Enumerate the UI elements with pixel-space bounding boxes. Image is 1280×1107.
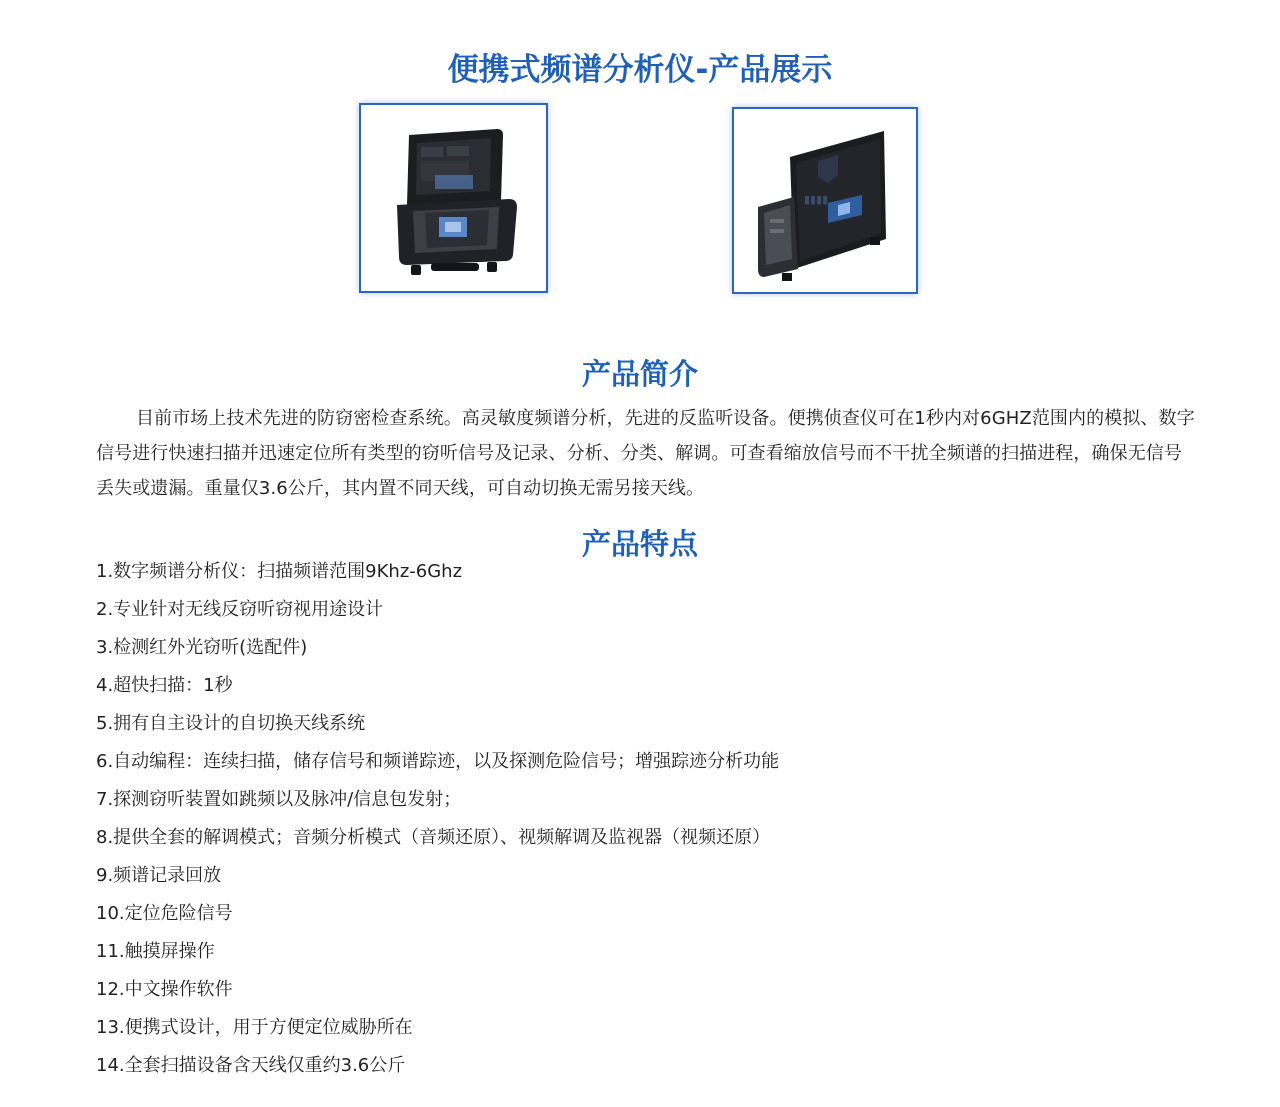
feature-item: 6.自动编程：连续扫描，储存信号和频谱踪迹，以及探测危险信号；增强踪迹分析功能 [96, 751, 780, 772]
feature-list [96, 553, 1196, 1085]
features-heading: 产品特点 [581, 527, 698, 562]
feature-item: 8.提供全套的解调模式；音频分析模式（音频还原）、视频解调及监视器（视频还原） [96, 827, 771, 848]
watermark-text: ▮▮▮▮ [804, 193, 829, 206]
feature-item: 1.数字频谱分析仪：扫描频谱范围9Khz-6Ghz [96, 561, 463, 582]
feature-item: 5.拥有自主设计的自切换天线系统 [96, 713, 366, 734]
feature-item: 9.频谱记录回放 [96, 865, 222, 886]
feature-item: 13.便携式设计，用于方便定位威胁所在 [96, 1017, 413, 1038]
device-back-illustration [734, 109, 916, 292]
intro-heading: 产品简介 [581, 357, 698, 392]
feature-item: 2.专业针对无线反窃听窃视用途设计 [96, 599, 384, 620]
feature-item: 3.检测红外光窃听(选配件) [96, 637, 308, 658]
feature-item: 14.全套扫描设备含天线仅重约3.6公斤 [96, 1055, 406, 1076]
open-case-illustration [361, 105, 546, 291]
intro-paragraph: 目前市场上技术先进的防窃密检查系统。高灵敏度频谱分析，先进的反监听设备。便携侦查仪可在1秒内对6GHZ范围内的模拟、数字信号进行快速扫描并迅速定位所有类型的窃听信号及记录、分析、分类、解调。可查看缩放信号而不干扰全频谱的扫描进程，确保无信号丢失或遗漏。重量仅3.6公斤，其内置不同天线，可自动切换无需另接天线。 [96, 408, 1195, 499]
feature-item: 7.探测窃听装置如跳频以及脉冲/信息包发射； [96, 789, 462, 810]
feature-item: 10.定位危险信号 [96, 903, 233, 924]
page-title: 便携式频谱分析仪-产品展示 [447, 51, 833, 88]
feature-item: 12.中文操作软件 [96, 979, 233, 1000]
feature-item: 11.触摸屏操作 [96, 941, 215, 962]
product-photo-device-back[interactable] [732, 107, 918, 294]
feature-item: 4.超快扫描：1秒 [96, 675, 233, 696]
product-photo-open-case[interactable] [359, 103, 548, 293]
